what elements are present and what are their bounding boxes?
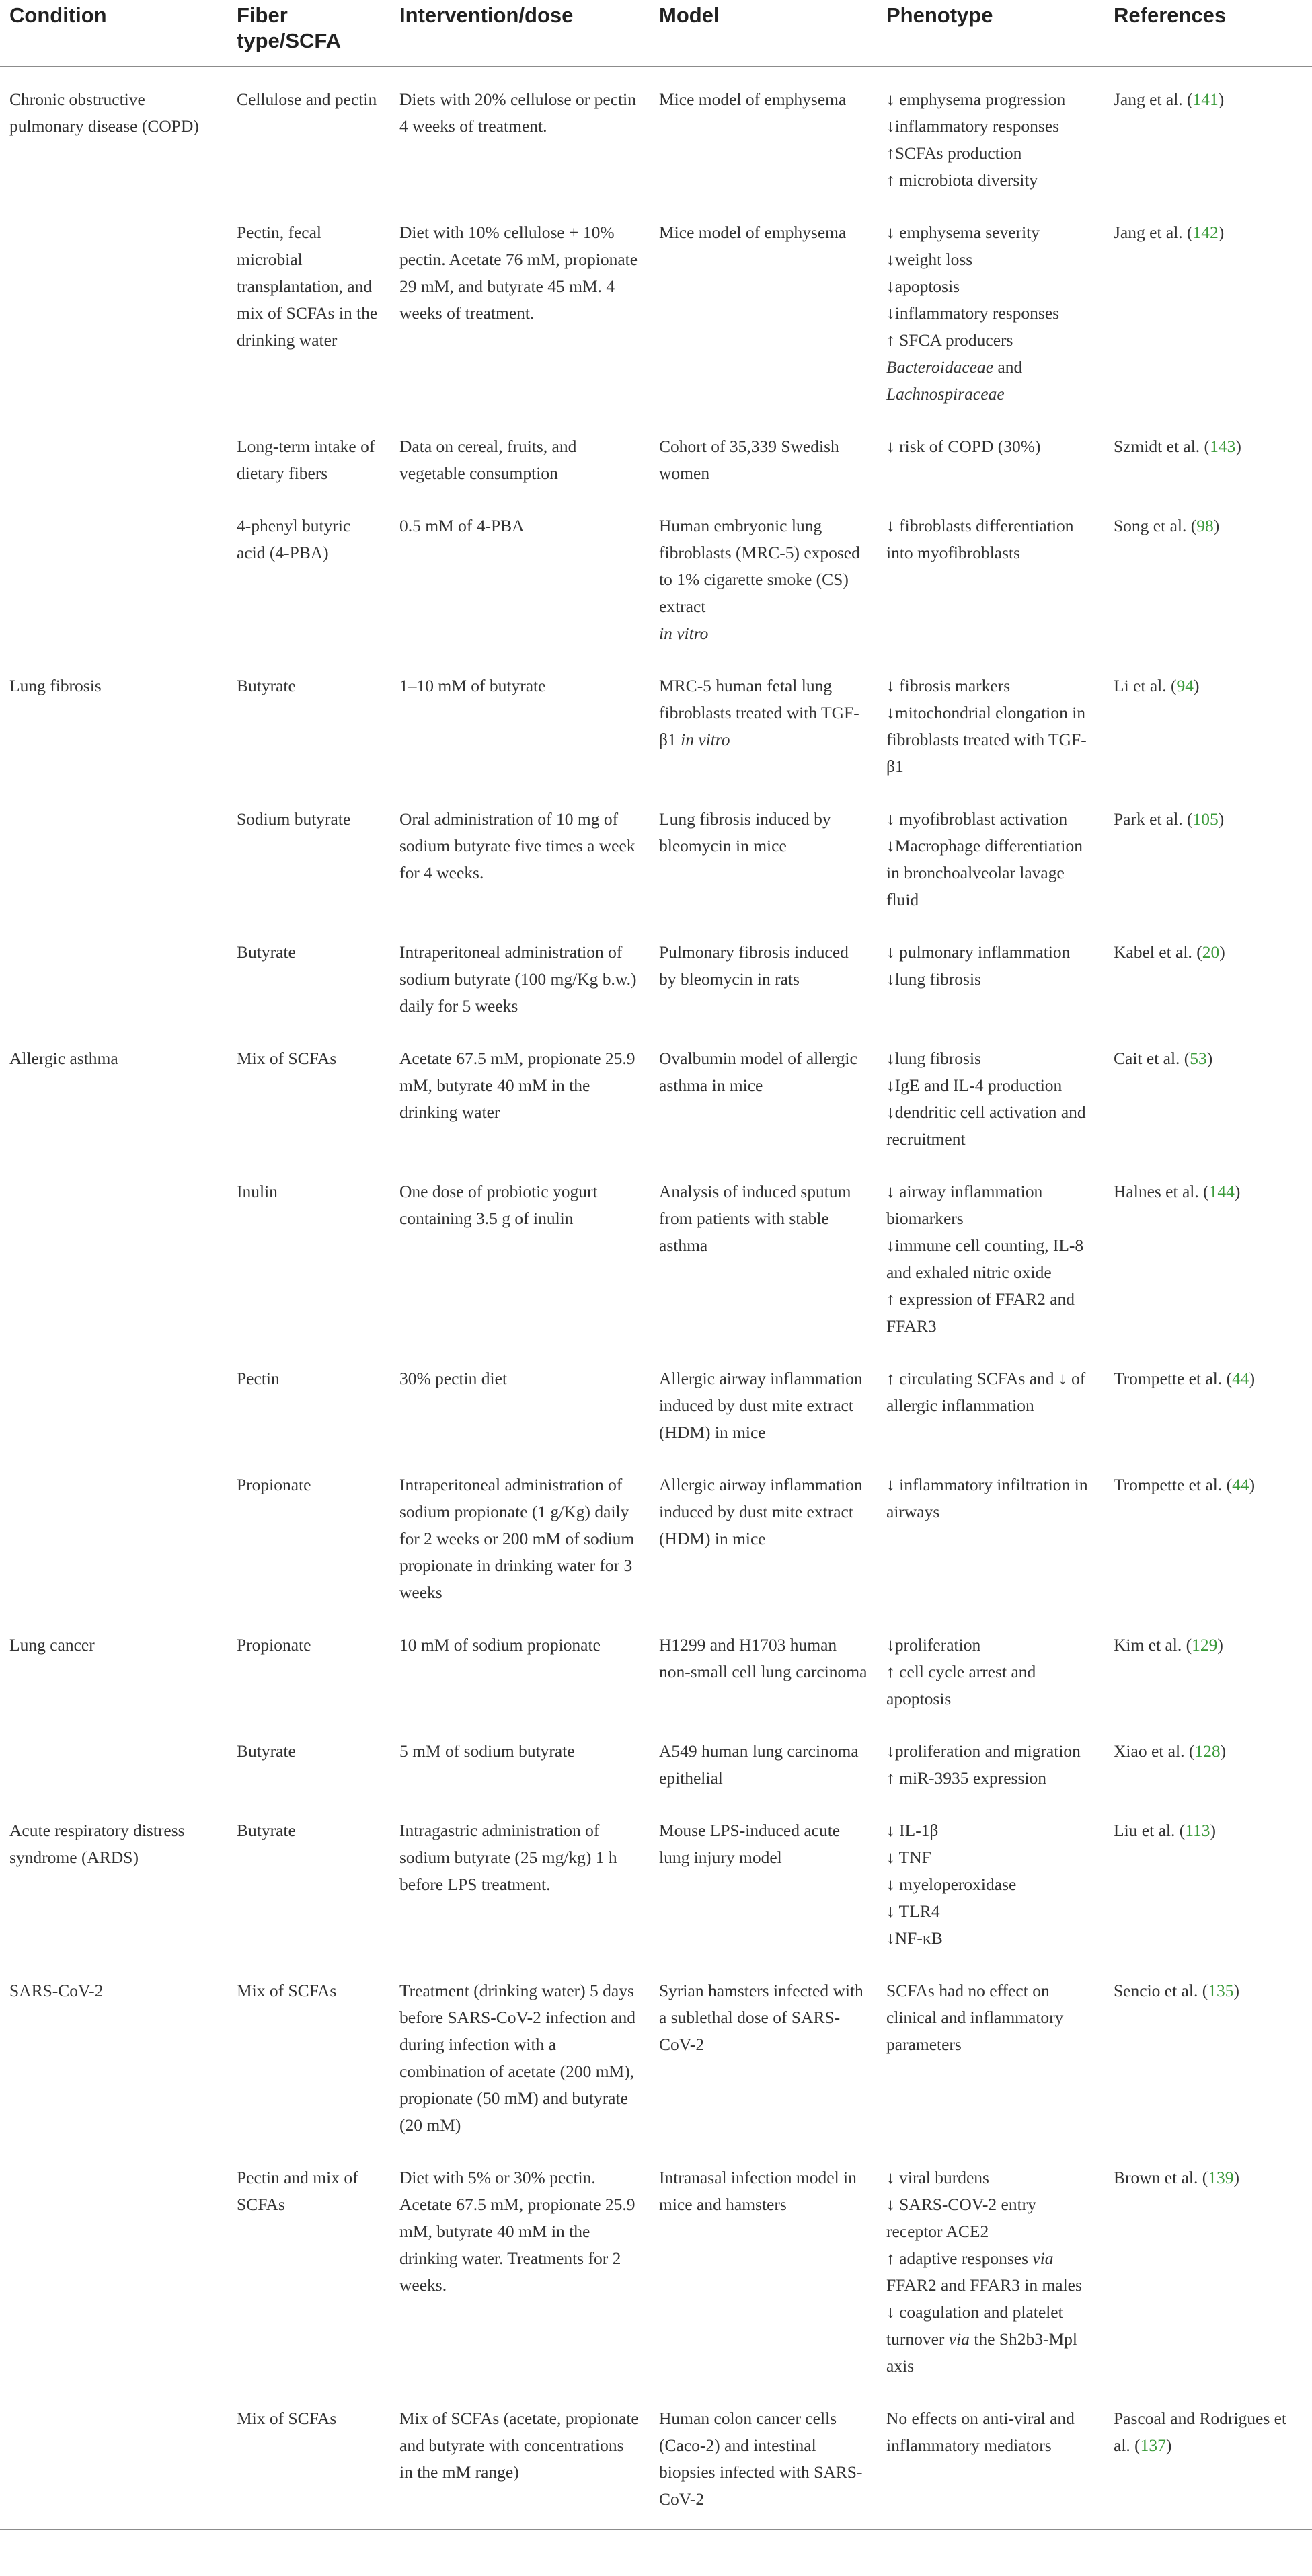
table-row: [0, 202, 1312, 416]
cell-phenotype: [877, 788, 1104, 921]
table-row: [0, 2147, 1312, 2388]
cell-intervention: Acetate 67.5 mM, propionate 25.9 mM, butyrate 40 mM in the drinking water: [399, 1049, 635, 1122]
cell-phenotype: [877, 1614, 1104, 1720]
phenotype-item: ↓mitochondrial elongation in fibroblasts treated with TGF- β1: [886, 703, 1087, 776]
table-row: [0, 1720, 1312, 1800]
phenotype-item: ↓ fibrosis markers: [886, 676, 1011, 695]
cell-model: [650, 788, 877, 921]
cell-phenotype: [877, 921, 1104, 1028]
cell-phenotype: [877, 655, 1104, 788]
taxon-name: Lachnospiraceae: [886, 384, 1005, 404]
model-text: Mice model of emphysema: [659, 89, 847, 109]
cell-phenotype: [877, 2147, 1104, 2388]
cell-condition: [0, 416, 227, 495]
ref-author: Jang et al. (: [1114, 223, 1193, 242]
ref-number-link[interactable]: 139: [1208, 2168, 1234, 2187]
phenotype-item: ↓ viral burdens: [886, 2168, 989, 2187]
phenotype-item: ↓ TLR4: [886, 1901, 940, 1921]
model-text: Ovalbumin model of allergic asthma in mice: [659, 1049, 857, 1095]
phenotype-item: ↓proliferation: [886, 1635, 981, 1655]
table-row: [0, 1348, 1312, 1454]
ref-number-link[interactable]: 143: [1210, 437, 1236, 456]
ref-number-link[interactable]: 94: [1176, 676, 1194, 695]
cell-model: [650, 2147, 877, 2388]
phenotype-item: ↑ cell cycle arrest and apoptosis: [886, 1662, 1036, 1708]
cell-condition: Lung fibrosis: [9, 676, 102, 695]
table-row: [0, 1614, 1312, 1720]
cell-reference: [1104, 921, 1312, 1028]
cell-condition: Chronic obstructive pulmonary disease (COPD): [9, 89, 199, 136]
cell-intervention: Mix of SCFAs (acetate, propionate and butyrate with concentrations in the mM range): [390, 2388, 650, 2530]
model-text: H1299 and H1703 human non-small cell lung carcinoma: [659, 1635, 867, 1681]
cell-reference: [1104, 2147, 1312, 2388]
ref-number-link[interactable]: 53: [1190, 1049, 1207, 1068]
cell-model: [650, 1161, 877, 1348]
phenotype-item: ↓ SARS-COV-2 entry receptor ACE2: [886, 2195, 1036, 2241]
cell-intervention: One dose of probiotic yogurt containing 3.5 g of inulin: [399, 1182, 598, 1228]
cell-reference: [1104, 1960, 1312, 2147]
model-text: Lung fibrosis induced by bleomycin in mice: [659, 809, 831, 856]
ref-author: Song et al. (: [1114, 516, 1197, 535]
cell-condition: Allergic asthma: [9, 1049, 118, 1068]
ref-close: ): [1234, 1182, 1241, 1201]
phenotype-item: ↓inflammatory responses: [886, 116, 1060, 136]
ref-close: ): [1210, 1821, 1217, 1840]
phenotype-fragment: via: [1032, 2248, 1054, 2268]
phenotype-item: ↑ miR-3935 expression: [886, 1768, 1046, 1788]
phenotype-item: ↓dendritic cell activation and recruitment: [886, 1102, 1086, 1149]
ref-close: ): [1218, 809, 1225, 829]
model-text: Intranasal infection model in mice and hamsters: [659, 2168, 857, 2214]
phenotype-item: ↓IgE and IL-4 production: [886, 1075, 1063, 1095]
cell-model: [650, 1454, 877, 1614]
ref-close: ): [1218, 89, 1225, 109]
cell-phenotype: [877, 1454, 1104, 1614]
table-row: [0, 1800, 1312, 1960]
ref-author: Liu et al. (: [1114, 1821, 1186, 1840]
cell-model: [650, 1960, 877, 2147]
header-row: [0, 0, 1312, 67]
ref-author: Brown et al. (: [1114, 2168, 1208, 2187]
table-row: [0, 1161, 1312, 1348]
ref-number-link[interactable]: 20: [1202, 942, 1220, 962]
ref-author: Cait et al. (: [1114, 1049, 1190, 1068]
phenotype-item: ↓ myofibroblast activation: [886, 809, 1068, 829]
phenotype-item: ↑SCFAs production: [886, 143, 1022, 163]
cell-fiber: Long-term intake of dietary fibers: [237, 437, 375, 483]
cell-condition: [0, 2147, 227, 2388]
cell-condition: SARS-CoV-2: [9, 1981, 104, 2000]
cell-reference: [1104, 67, 1312, 202]
ref-author: Kim et al. (: [1114, 1635, 1192, 1655]
phenotype-item: ↓Macrophage differentiation in bronchoalveolar lavage fluid: [886, 836, 1083, 909]
cell-condition: [0, 1720, 227, 1800]
ref-number-link[interactable]: 135: [1208, 1981, 1234, 2000]
phenotype-item: ↓ IL-1β: [886, 1821, 939, 1840]
ref-number-link[interactable]: 98: [1196, 516, 1214, 535]
cell-fiber: Pectin, fecal microbial transplantation, and mix of SCFAs in the drinking water: [237, 223, 378, 350]
cell-fiber: Propionate: [237, 1635, 311, 1655]
ref-close: ): [1193, 676, 1200, 695]
cell-model: [650, 67, 877, 202]
col-header-fiber: Fiber type/SCFA: [227, 0, 390, 67]
phenotype-item: ↓NF-κB: [886, 1928, 943, 1948]
phenotype-fragment: via: [948, 2329, 970, 2349]
ref-author: Li et al. (: [1114, 676, 1177, 695]
cell-model: [650, 202, 877, 416]
phenotype-item: [886, 2245, 1095, 2299]
table-row: [0, 2388, 1312, 2530]
cell-model: [650, 1028, 877, 1161]
cell-intervention: Intraperitoneal administration of sodium butyrate (100 mg/Kg b.w.) daily for 5 weeks: [399, 942, 637, 1016]
cell-condition: [0, 921, 227, 1028]
ref-author: Xiao et al. (: [1114, 1741, 1195, 1761]
model-text: Cohort of 35,339 Swedish women: [659, 437, 839, 483]
cell-intervention: 1–10 mM of butyrate: [399, 676, 546, 695]
phenotype-item: ↓proliferation and migration: [886, 1741, 1081, 1761]
cell-intervention: Treatment (drinking water) 5 days before SARS-CoV-2 infection and during infection with a combination of acetate (200 mM), propionate (50 mM) and butyrate (20 mM): [399, 1981, 636, 2135]
table-row: [0, 416, 1312, 495]
cell-fiber: 4-phenyl butyric acid (4-PBA): [237, 516, 351, 562]
cell-phenotype: [877, 416, 1104, 495]
ref-author: Jang et al. (: [1114, 89, 1193, 109]
cell-phenotype: [877, 1720, 1104, 1800]
cell-reference: [1104, 1454, 1312, 1614]
phenotype-item: ↓ emphysema severity: [886, 223, 1040, 242]
cell-reference: [1104, 202, 1312, 416]
phenotype-item: ↓ airway inflammation biomarkers: [886, 1182, 1043, 1228]
ref-number-link[interactable]: 105: [1192, 809, 1219, 829]
phenotype-item: ↓apoptosis: [886, 276, 960, 296]
cell-model: [650, 1800, 877, 1960]
ref-close: ): [1213, 516, 1220, 535]
cell-intervention: Oral administration of 10 mg of sodium butyrate five times a week for 4 weeks.: [399, 809, 635, 882]
col-header-intervention: Intervention/dose: [390, 0, 650, 67]
ref-author: Sencio et al. (: [1114, 1981, 1208, 2000]
cell-reference: [1104, 1800, 1312, 1960]
model-text: MRC-5 human fetal lung fibroblasts treated with TGF-β1: [659, 676, 859, 749]
cell-phenotype: [877, 1161, 1104, 1348]
ref-author: Szmidt et al. (: [1114, 437, 1210, 456]
phenotype-item: ↓ fibroblasts differentiation into myofibroblasts: [886, 516, 1074, 562]
cell-fiber: Mix of SCFAs: [227, 2388, 390, 2530]
cell-model: [650, 2388, 877, 2530]
cell-reference: [1104, 495, 1312, 655]
cell-condition: Acute respiratory distress syndrome (ARDS): [9, 1821, 185, 1867]
cell-condition: [0, 495, 227, 655]
phenotype-item: ↓ TNF: [886, 1848, 931, 1867]
cell-reference: [1104, 1720, 1312, 1800]
table-row: [0, 1454, 1312, 1614]
cell-fiber: Butyrate: [237, 1821, 296, 1840]
cell-phenotype: [877, 2388, 1104, 2530]
cell-intervention: Diet with 10% cellulose + 10% pectin. Acetate 76 mM, propionate 29 mM, and butyrate 45 mM. 4 weeks of treatment.: [399, 223, 638, 323]
cell-fiber: Pectin: [237, 1369, 280, 1388]
table-row: [0, 788, 1312, 921]
model-text: Human embryonic lung fibroblasts (MRC-5) exposed to 1% cigarette smoke (CS) extract: [659, 516, 860, 616]
cell-intervention: Data on cereal, fruits, and vegetable consumption: [399, 437, 577, 483]
cell-fiber: Propionate: [237, 1475, 311, 1494]
cell-model: [650, 1614, 877, 1720]
cell-reference: [1104, 2388, 1312, 2530]
cell-reference: [1104, 416, 1312, 495]
cell-condition: [0, 2388, 227, 2530]
cell-reference: [1104, 1161, 1312, 1348]
cell-reference: [1104, 788, 1312, 921]
table-row: [0, 1028, 1312, 1161]
ref-close: ): [1220, 1741, 1227, 1761]
cell-fiber: Pectin and mix of SCFAs: [237, 2168, 358, 2214]
col-header-references: References: [1104, 0, 1312, 67]
model-text: Allergic airway inflammation induced by dust mite extract (HDM) in mice: [659, 1475, 863, 1548]
ref-author: Halnes et al. (: [1114, 1182, 1209, 1201]
col-header-condition: Condition: [0, 0, 227, 67]
phenotype-fragment: ↑ adaptive responses: [886, 2248, 1033, 2268]
phenotype-item: ↓ risk of COPD (30%): [886, 437, 1041, 456]
ref-number-link[interactable]: 144: [1208, 1182, 1235, 1201]
cell-phenotype: [877, 1800, 1104, 1960]
phenotype-item: [886, 2299, 1095, 2380]
ref-close: ): [1233, 1981, 1239, 2000]
col-header-model: Model: [650, 0, 877, 67]
phenotype-item: ↓ myeloperoxidase: [886, 1874, 1017, 1894]
cell-condition: [0, 202, 227, 416]
taxon-name: Bacteroidaceae: [886, 357, 994, 377]
phenotype-item: ↓lung fibrosis: [886, 1049, 981, 1068]
cell-reference: [1104, 1348, 1312, 1454]
model-text: A549 human lung carcinoma epithelial: [659, 1741, 859, 1788]
ref-close: ): [1249, 1475, 1256, 1494]
ref-close: ): [1249, 1369, 1256, 1388]
cell-phenotype: [877, 495, 1104, 655]
phenotype-fragment: ↓ coagulation and platelet turnover: [886, 2302, 1063, 2349]
ref-close: ): [1217, 1635, 1223, 1655]
ref-close: ): [1219, 942, 1225, 962]
cell-model: [650, 655, 877, 788]
phenotype-item: ↓inflammatory responses: [886, 303, 1060, 323]
phenotype-item: ↓ pulmonary inflammation: [886, 942, 1071, 962]
model-text: Human colon cancer cells (Caco-2) and intestinal biopsies infected with SARS-CoV-2: [659, 2409, 863, 2509]
ref-close: ): [1218, 223, 1225, 242]
cell-condition: Lung cancer: [9, 1635, 95, 1655]
cell-reference: [1104, 1028, 1312, 1161]
conjunction: and: [993, 357, 1023, 377]
phenotype-item: No effects on anti-viral and inflammatory mediators: [886, 2409, 1075, 2455]
phenotype-item: ↑ circulating SCFAs and ↓ of allergic inflammation: [886, 1369, 1086, 1415]
cell-condition: [0, 788, 227, 921]
cell-model: [650, 921, 877, 1028]
model-text: Pulmonary fibrosis induced by bleomycin in rats: [659, 942, 849, 989]
ref-number-link[interactable]: 128: [1194, 1741, 1221, 1761]
ref-close: ): [1235, 437, 1241, 456]
phenotype-item: SCFAs had no effect on clinical and inflammatory parameters: [886, 1981, 1064, 2054]
cell-intervention: Intraperitoneal administration of sodium propionate (1 g/Kg) daily for 2 weeks or 200 mM of sodium propionate in drinking water for 3 weeks: [399, 1475, 635, 1602]
cell-fiber: Butyrate: [237, 942, 296, 962]
cell-intervention: 5 mM of sodium butyrate: [399, 1741, 575, 1761]
model-text: Mice model of emphysema: [659, 223, 847, 242]
phenotype-item: ↑ SFCA producers: [886, 330, 1013, 350]
phenotype-fragment: the Sh2b3-Mpl axis: [886, 2329, 1078, 2376]
phenotype-item: ↑ expression of FFAR2 and FFAR3: [886, 1289, 1075, 1336]
ref-author: Trompette et al. (: [1114, 1369, 1233, 1388]
phenotype-fragment: FFAR2 and FFAR3 in males: [886, 2275, 1082, 2295]
cell-intervention: 30% pectin diet: [399, 1369, 508, 1388]
model-italic: in vitro: [676, 730, 730, 749]
phenotype-item: ↓lung fibrosis: [886, 969, 981, 989]
table-row: [0, 921, 1312, 1028]
ref-number-link[interactable]: 137: [1140, 2435, 1166, 2455]
cell-fiber: Cellulose and pectin: [237, 89, 377, 109]
cell-intervention: 10 mM of sodium propionate: [399, 1635, 601, 1655]
cell-fiber: Mix of SCFAs: [237, 1981, 337, 2000]
model-italic: in vitro: [659, 623, 709, 643]
phenotype-item: ↓ inflammatory infiltration in airways: [886, 1475, 1088, 1521]
ref-author: Pascoal and Rodrigues et al. (: [1114, 2409, 1287, 2455]
cell-fiber: Sodium butyrate: [237, 809, 351, 829]
ref-number-link[interactable]: 142: [1192, 223, 1219, 242]
cell-reference: [1104, 655, 1312, 788]
table-row: [0, 655, 1312, 788]
table-row: [0, 67, 1312, 202]
cell-condition: [0, 1161, 227, 1348]
cell-intervention: Diets with 20% cellulose or pectin 4 weeks of treatment.: [399, 89, 636, 136]
cell-intervention: Diet with 5% or 30% pectin. Acetate 67.5 mM, propionate 25.9 mM, butyrate 40 mM in the drinking water. Treatments for 2 weeks.: [399, 2168, 635, 2295]
phenotype-item: ↓immune cell counting, IL-8 and exhaled nitric oxide: [886, 1236, 1084, 1282]
ref-close: ): [1233, 2168, 1239, 2187]
phenotype-item: [886, 354, 1095, 381]
phenotype-item: ↓weight loss: [886, 250, 973, 269]
ref-number-link[interactable]: 44: [1232, 1369, 1249, 1388]
ref-number-link[interactable]: 141: [1192, 89, 1219, 109]
cell-phenotype: [877, 1960, 1104, 2147]
ref-author: Kabel et al. (: [1114, 942, 1202, 962]
cell-model: [650, 495, 877, 655]
ref-close: ): [1165, 2435, 1172, 2455]
cell-fiber: Inulin: [237, 1182, 278, 1201]
ref-number-link[interactable]: 129: [1192, 1635, 1218, 1655]
ref-close: ): [1206, 1049, 1213, 1068]
ref-number-link[interactable]: 44: [1232, 1475, 1249, 1494]
cell-condition: [0, 1454, 227, 1614]
cell-phenotype: [877, 1028, 1104, 1161]
cell-model: [650, 1720, 877, 1800]
cell-reference: [1104, 1614, 1312, 1720]
cell-fiber: Butyrate: [237, 1741, 296, 1761]
col-header-phenotype: Phenotype: [877, 0, 1104, 67]
cell-model: [650, 416, 877, 495]
model-text: Mouse LPS-induced acute lung injury model: [659, 1821, 841, 1867]
cell-phenotype: [877, 67, 1104, 202]
cell-phenotype: [877, 1348, 1104, 1454]
model-text: Analysis of induced sputum from patients with stable asthma: [659, 1182, 851, 1255]
cell-intervention: 0.5 mM of 4-PBA: [399, 516, 525, 535]
model-text: Syrian hamsters infected with a sublethal dose of SARS-CoV-2: [659, 1981, 863, 2054]
cell-intervention: Intragastric administration of sodium butyrate (25 mg/kg) 1 h before LPS treatment.: [399, 1821, 617, 1894]
ref-number-link[interactable]: 113: [1185, 1821, 1210, 1840]
table-row: [0, 495, 1312, 655]
cell-condition: [0, 1348, 227, 1454]
cell-fiber: Butyrate: [237, 676, 296, 695]
model-text: Allergic airway inflammation induced by dust mite extract (HDM) in mice: [659, 1369, 863, 1442]
cell-phenotype: [877, 202, 1104, 416]
cell-fiber: Mix of SCFAs: [237, 1049, 337, 1068]
ref-author: Park et al. (: [1114, 809, 1193, 829]
phenotype-item: ↑ microbiota diversity: [886, 170, 1038, 190]
cell-model: [650, 1348, 877, 1454]
ref-author: Trompette et al. (: [1114, 1475, 1233, 1494]
table-row: [0, 1960, 1312, 2147]
phenotype-item: ↓ emphysema progression: [886, 89, 1066, 109]
